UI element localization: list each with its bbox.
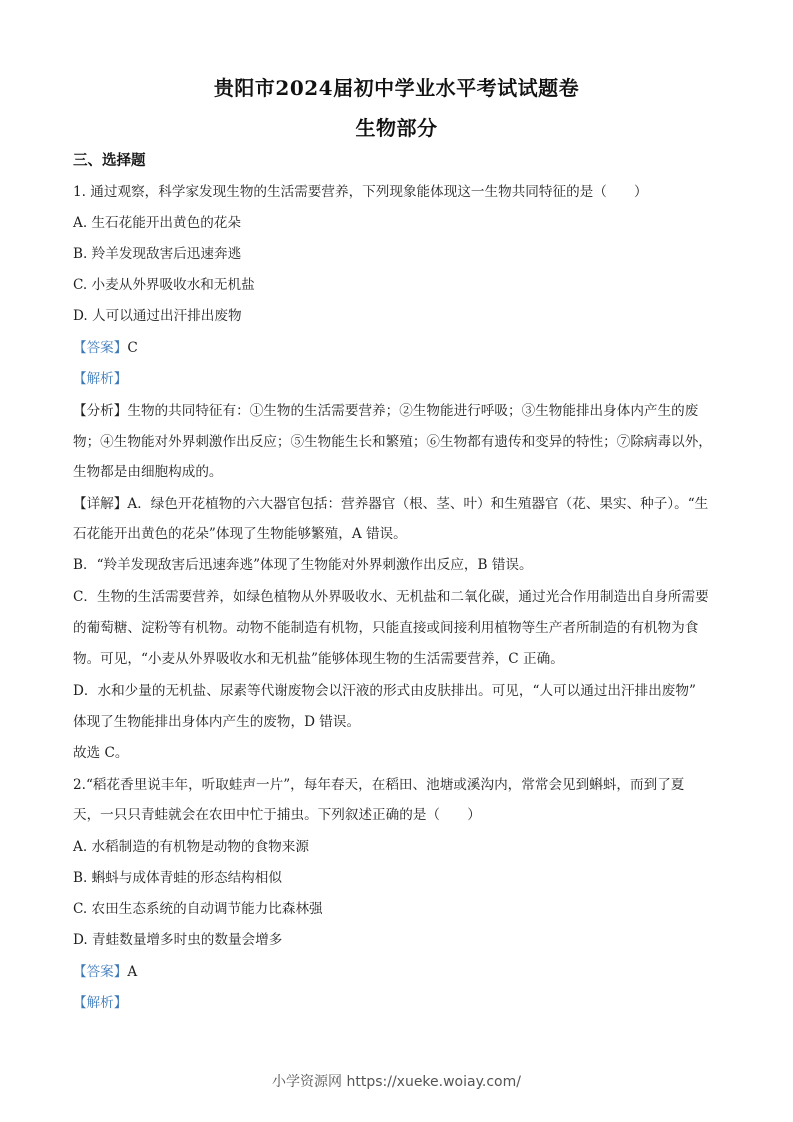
question-1-xiangjie-line-1 xyxy=(73,495,708,513)
fenxi-tag: 【分析】 xyxy=(73,403,128,419)
question-2-answer xyxy=(73,963,137,981)
question-1-fenxi-line-2: 物；④生物能对外界刺激作出反应；⑤生物能生长和繁殖；⑥生物都有遗传和变异的特性；⑦除病毒以外， xyxy=(73,434,712,450)
question-1-xiangjie-line-3: B．“羚羊发现敌害后迅速奔逃”体现了生物能对外界刺激作出反应，B 错误。 xyxy=(73,557,533,573)
question-1-fenxi-line-1 xyxy=(73,402,698,420)
page-subtitle: 生物部分 xyxy=(355,116,438,140)
question-1-option-d: D. 人可以通过出汗排出废物 xyxy=(73,308,242,324)
question-2-option-a: A. 水稻制造的有机物是动物的食物来源 xyxy=(73,839,309,855)
question-1-answer xyxy=(73,339,138,357)
answer-value: A xyxy=(127,964,138,980)
question-2-option-d: D. 青蛙数量增多时虫的数量会增多 xyxy=(73,932,283,948)
question-1-stem: 1. 通过观察，科学家发现生物的生活需要营养，下列现象能体现这一生物共同特征的是（ ） xyxy=(73,184,648,200)
question-1-option-c: C. 小麦从外界吸收水和无机盐 xyxy=(73,277,255,293)
answer-tag: 【答案】 xyxy=(73,340,128,356)
question-2-analysis-tag xyxy=(73,994,127,1012)
question-1-xiangjie-line-6: 物。可见，“小麦从外界吸收水和无机盐”能够体现生物的生活需要营养，C 正确。 xyxy=(73,651,564,667)
question-1-analysis-tag xyxy=(73,370,127,388)
question-1-xiangjie-line-4: C．生物的生活需要营养，如绿色植物从外界吸收水、无机盐和二氧化碳，通过光合作用制造出自身所需要 xyxy=(73,589,709,605)
page-title: 贵阳市2024届初中学业水平考试试题卷 xyxy=(213,76,580,100)
answer-tag: 【答案】 xyxy=(73,964,128,980)
question-2-option-b: B. 蝌蚪与成体青蛙的形态结构相似 xyxy=(73,870,282,886)
section-heading: 三、选择题 xyxy=(73,152,146,169)
xiangjie-text: A．绿色开花植物的六大器官包括：营养器官（根、茎、叶）和生殖器官（花、果实、种子）。“生 xyxy=(127,496,709,512)
fenxi-text: 生物的共同特征有：①生物的生活需要营养；②生物能进行呼吸；③生物能排出身体内产生的废 xyxy=(127,403,699,419)
analysis-tag: 【解析】 xyxy=(73,371,128,387)
question-1-xiangjie-line-8: 体现了生物能排出身体内产生的废物，D 错误。 xyxy=(73,714,361,730)
question-1-xiangjie-line-7: D．水和少量的无机盐、尿素等代谢废物会以汗液的形式由皮肤排出。可见，“人可以通过出汗排出废物” xyxy=(73,683,696,699)
question-2-stem-line-1: 2.“稻花香里说丰年，听取蛙声一片”，每年春天，在稻田、池塘或溪沟内，常常会见到蝌蚪，而到了夏 xyxy=(73,777,685,793)
question-1-option-b: B. 羚羊发现敌害后迅速奔逃 xyxy=(73,246,242,262)
question-1-fenxi-line-3: 生物都是由细胞构成的。 xyxy=(73,464,223,480)
answer-value: C xyxy=(127,340,138,356)
xiangjie-tag: 【详解】 xyxy=(73,496,128,512)
footer-watermark: 小学资源网 https://xueke.woiay.com/ xyxy=(272,1074,521,1090)
analysis-tag: 【解析】 xyxy=(73,995,128,1011)
question-1-xiangjie-line-5: 的葡萄糖、淀粉等有机物。动物不能制造有机物，只能直接或间接利用植物等生产者所制造的有机物为食 xyxy=(73,620,699,636)
question-2-stem-line-2: 天，一只只青蛙就会在农田中忙于捕虫。下列叙述正确的是（ ） xyxy=(73,807,481,823)
question-1-xiangjie-line-2: 石花能开出黄色的花朵”体现了生物能够繁殖，A 错误。 xyxy=(73,526,407,542)
question-1-option-a: A. 生石花能开出黄色的花朵 xyxy=(73,215,241,231)
question-1-conclusion: 故选 C。 xyxy=(73,745,129,761)
question-2-option-c: C. 农田生态系统的自动调节能力比森林强 xyxy=(73,901,323,917)
